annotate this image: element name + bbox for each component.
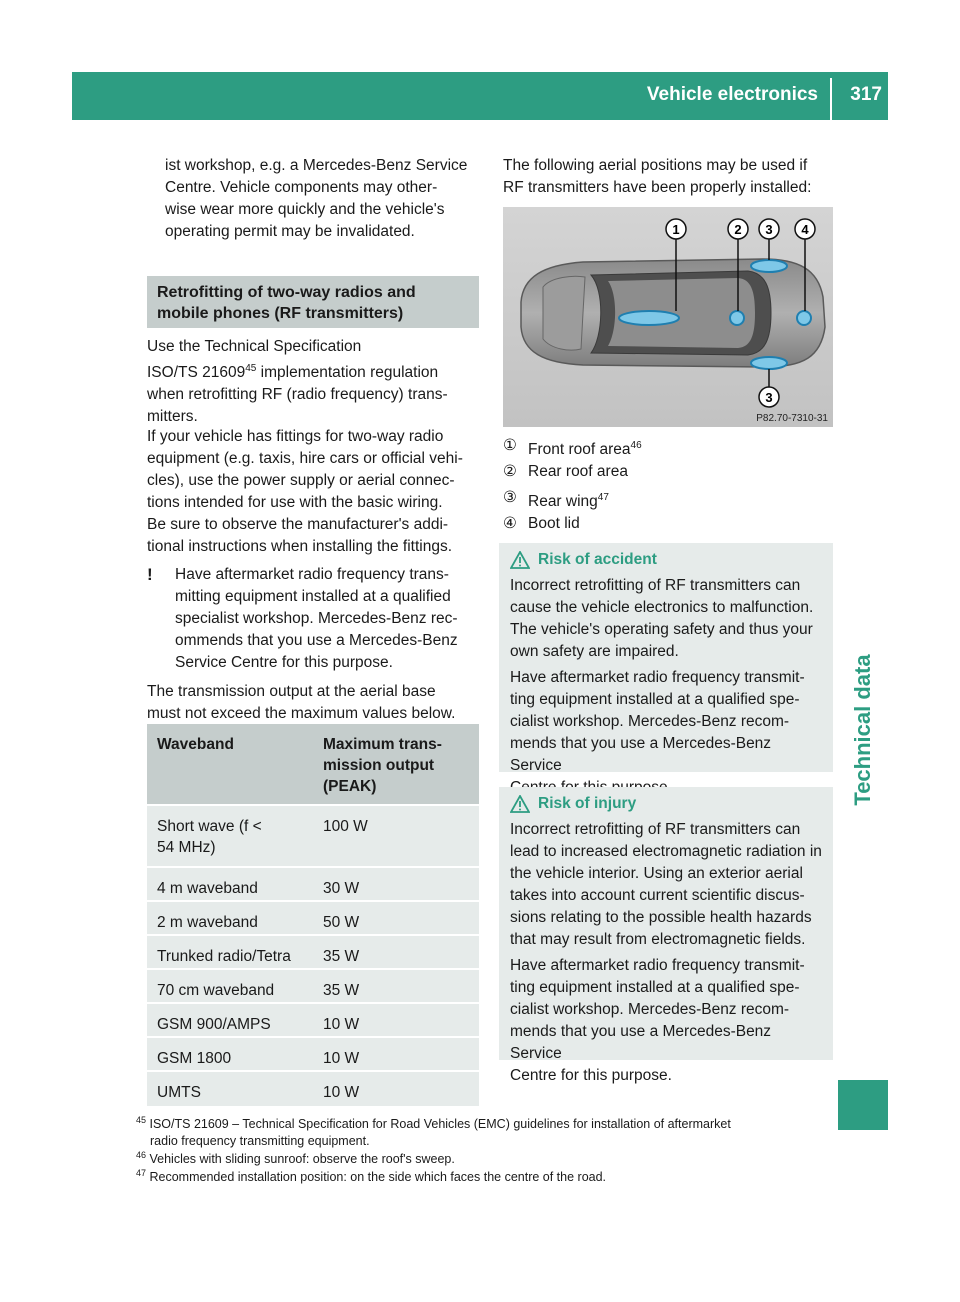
text-line: ting equipment installed at a qualified spe- [510, 691, 800, 708]
svg-text:1: 1 [672, 222, 680, 237]
intro-paragraph [165, 155, 467, 243]
footnote-ref: 47 [597, 492, 609, 503]
footnote-line: radio frequency transmitting equipment. [150, 1134, 370, 1149]
intro-aerial-positions [503, 155, 838, 199]
text-line: takes into account current scientific discus- [510, 887, 805, 904]
text-line: Incorrect retrofitting of RF transmitters can [510, 577, 801, 594]
text-line: wise wear more quickly and the vehicle's [165, 201, 445, 218]
table-row [147, 900, 479, 934]
text-line: specialist workshop. Mercedes-Benz rec- [175, 610, 458, 627]
vehicle-aerial-figure [503, 207, 833, 427]
aerial-rear-roof [730, 311, 744, 325]
text-line: Maximum trans- [323, 736, 442, 753]
text-line: Incorrect retrofitting of RF transmitters can [510, 821, 801, 838]
table-row [147, 866, 479, 900]
text-line: RF transmitters have been properly installed: [503, 179, 812, 196]
warning-box-accident [499, 543, 833, 772]
svg-text:4: 4 [801, 222, 809, 237]
text-line: own safety are impaired. [510, 643, 679, 660]
text-line: mitters. [147, 408, 198, 426]
text-span: Rear wing [528, 493, 598, 511]
callout-3-bottom [759, 387, 779, 407]
text-line: operating permit may be invalidated. [165, 223, 415, 240]
header-cell-waveband: Waveband [157, 736, 234, 753]
legend-item [503, 487, 609, 511]
figure-code: P82.70-7310-31 [756, 413, 828, 424]
text-span: implementation regulation [256, 364, 439, 382]
spec-ref: ISO/TS 21609 [147, 364, 246, 382]
cell-waveband: UMTS [157, 1084, 201, 1101]
aerial-rear-wing-top [751, 260, 787, 272]
header-bar [72, 72, 888, 120]
note-paragraph [175, 564, 458, 652]
paragraph-fittings [147, 426, 487, 558]
table-header [147, 724, 479, 804]
footnote-45 [136, 1112, 731, 1150]
legend-item [503, 513, 580, 535]
text-line: Centre for this purpose. [510, 1067, 672, 1084]
footnote-number: 46 [136, 1150, 147, 1160]
table-row [147, 1036, 479, 1070]
aerial-front-roof [619, 311, 679, 325]
table-row [147, 934, 479, 968]
text-span: ISO/TS 21609 – Technical Specification for Road Vehicles (EMC) guidelines for installation of aftermarket [149, 1117, 731, 1132]
cell-power: 10 W [323, 1016, 360, 1033]
warning-box-injury [499, 787, 833, 1084]
footnote-ref: 45 [245, 363, 257, 374]
cell-power: 35 W [323, 982, 360, 999]
output-table [147, 724, 479, 1106]
callout-2 [728, 219, 748, 239]
text-line: equipment (e.g. taxis, hire cars or official vehi- [147, 450, 463, 467]
text-line: (PEAK) [323, 778, 377, 795]
warning-triangle-icon [510, 551, 530, 569]
aerial-rear-wing-bottom [751, 357, 787, 369]
footnote-ref: 46 [630, 440, 642, 451]
text-line: mends that you use a Mercedes-Benz Service [510, 735, 772, 774]
text-span: Front roof area [528, 441, 631, 459]
warning-paragraph [510, 575, 823, 663]
legend-number: ① [503, 437, 517, 454]
car-bonnet [543, 276, 585, 350]
text-span: Recommended installation position: on the side which faces the centre of the road. [149, 1170, 607, 1185]
header-divider [830, 78, 832, 120]
table-row [147, 968, 479, 1002]
cell-waveband: 2 m waveband [157, 914, 258, 931]
text-line: sions relating to the possible health hazards [510, 909, 812, 926]
cell-power: 50 W [323, 914, 360, 931]
warning-title: Risk of accident [538, 551, 657, 568]
text-line: ist workshop, e.g. a Mercedes-Benz Service [165, 157, 468, 174]
text-line: Use the Technical Specification [147, 338, 362, 355]
text-line: that may result from electromagnetic fields. [510, 931, 806, 948]
cell-power: 10 W [323, 1084, 360, 1101]
text-line: tional instructions when installing the fittings. [147, 538, 452, 555]
section-heading [147, 276, 479, 328]
footnote-number: 45 [136, 1115, 147, 1125]
text-line: Centre. Vehicle components may other- [165, 179, 438, 196]
warning-title: Risk of injury [538, 795, 637, 812]
table-row [147, 804, 479, 866]
legend-text: Rear roof area [528, 463, 628, 480]
text-line: cialist workshop. Mercedes-Benz recom- [510, 713, 790, 730]
callout-3-top [759, 219, 779, 239]
text-line: The vehicle's operating safety and thus your [510, 621, 813, 638]
text-line: lead to increased electromagnetic radiation in [510, 843, 822, 860]
text-line: Be sure to observe the manufacturer's addi- [147, 516, 449, 533]
legend-text: Boot lid [528, 515, 580, 532]
paragraph-spec [147, 336, 482, 428]
text-line [147, 358, 482, 384]
callout-1 [666, 219, 686, 239]
text-line: cialist workshop. Mercedes-Benz recom- [510, 1001, 790, 1018]
heading-line: Retrofitting of two-way radios and [157, 284, 416, 301]
legend-text [528, 487, 609, 513]
text-line: ommends that you use a Mercedes-Benz [175, 632, 458, 649]
svg-text:3: 3 [765, 390, 773, 405]
warning-paragraph [510, 667, 823, 799]
text-line: mends that you use a Mercedes-Benz Service [510, 1023, 772, 1062]
cell-waveband [157, 816, 312, 858]
legend-number: ④ [503, 515, 517, 532]
text-line: 54 MHz) [157, 839, 216, 856]
cell-power: 35 W [323, 948, 360, 965]
text-line: cles), use the power supply or aerial connec- [147, 472, 455, 489]
cell-waveband: 4 m waveband [157, 880, 258, 897]
text-span: Vehicles with sliding sunroof: observe the roof's sweep. [149, 1152, 455, 1167]
legend-item [503, 461, 628, 483]
svg-text:2: 2 [734, 222, 742, 237]
text-line: If your vehicle has fittings for two-way radio [147, 428, 444, 445]
legend-number: ③ [503, 489, 517, 506]
cell-waveband: Trunked radio/Tetra [157, 948, 291, 965]
text-line: cause the vehicle electronics to malfunction. [510, 599, 814, 616]
chapter-marker [838, 1080, 888, 1130]
text-line: tions intended for use with the basic wiring. [147, 494, 443, 511]
callout-4 [795, 219, 815, 239]
page-number: 317 [850, 84, 882, 105]
aerial-boot-lid [797, 311, 811, 325]
cell-waveband: 70 cm waveband [157, 982, 275, 999]
chapter-tab-label: Technical data [850, 654, 875, 806]
note-icon: ! [147, 565, 153, 584]
text-line: when retrofitting RF (radio frequency) trans- [147, 386, 448, 404]
cell-power: 30 W [323, 880, 360, 897]
section-title: Vehicle electronics [646, 84, 818, 105]
footnote-number: 47 [136, 1168, 147, 1178]
text-line: mitting equipment installed at a qualified [175, 588, 451, 605]
chapter-tab [838, 620, 888, 840]
legend-item [503, 435, 642, 459]
text-line: must not exceed the maximum values below. [147, 705, 456, 722]
paragraph-output [147, 681, 487, 725]
text-line: ting equipment installed at a qualified spe- [510, 979, 800, 996]
text-line: Have aftermarket radio frequency trans- [175, 566, 449, 583]
cell-power: 100 W [323, 818, 368, 835]
table-row [147, 1070, 479, 1106]
text-line: Have aftermarket radio frequency transmit- [510, 669, 805, 686]
text-line: mission output [323, 757, 435, 774]
header-cell-output [323, 734, 473, 797]
legend-number: ② [503, 463, 517, 480]
warning-paragraph [510, 819, 823, 951]
cell-power: 10 W [323, 1050, 360, 1067]
text-line: the vehicle interior. Using an exterior aerial [510, 865, 803, 882]
text-line: The transmission output at the aerial base [147, 683, 436, 700]
cell-waveband: GSM 900/AMPS [157, 1016, 271, 1033]
text-line: Short wave (f < [157, 818, 262, 835]
footnote-line [136, 1112, 731, 1133]
svg-text:3: 3 [765, 222, 773, 237]
warning-triangle-icon [510, 795, 530, 813]
text-line: Have aftermarket radio frequency transmit- [510, 957, 805, 974]
note-last-line: Service Centre for this purpose. [175, 654, 393, 671]
warning-paragraph [510, 955, 823, 1087]
legend-text [528, 435, 642, 461]
cell-waveband: GSM 1800 [157, 1050, 232, 1067]
text-line: The following aerial positions may be used if [503, 157, 808, 174]
footnote-47 [136, 1165, 606, 1186]
heading-line: mobile phones (RF transmitters) [157, 305, 404, 322]
table-row [147, 1002, 479, 1036]
